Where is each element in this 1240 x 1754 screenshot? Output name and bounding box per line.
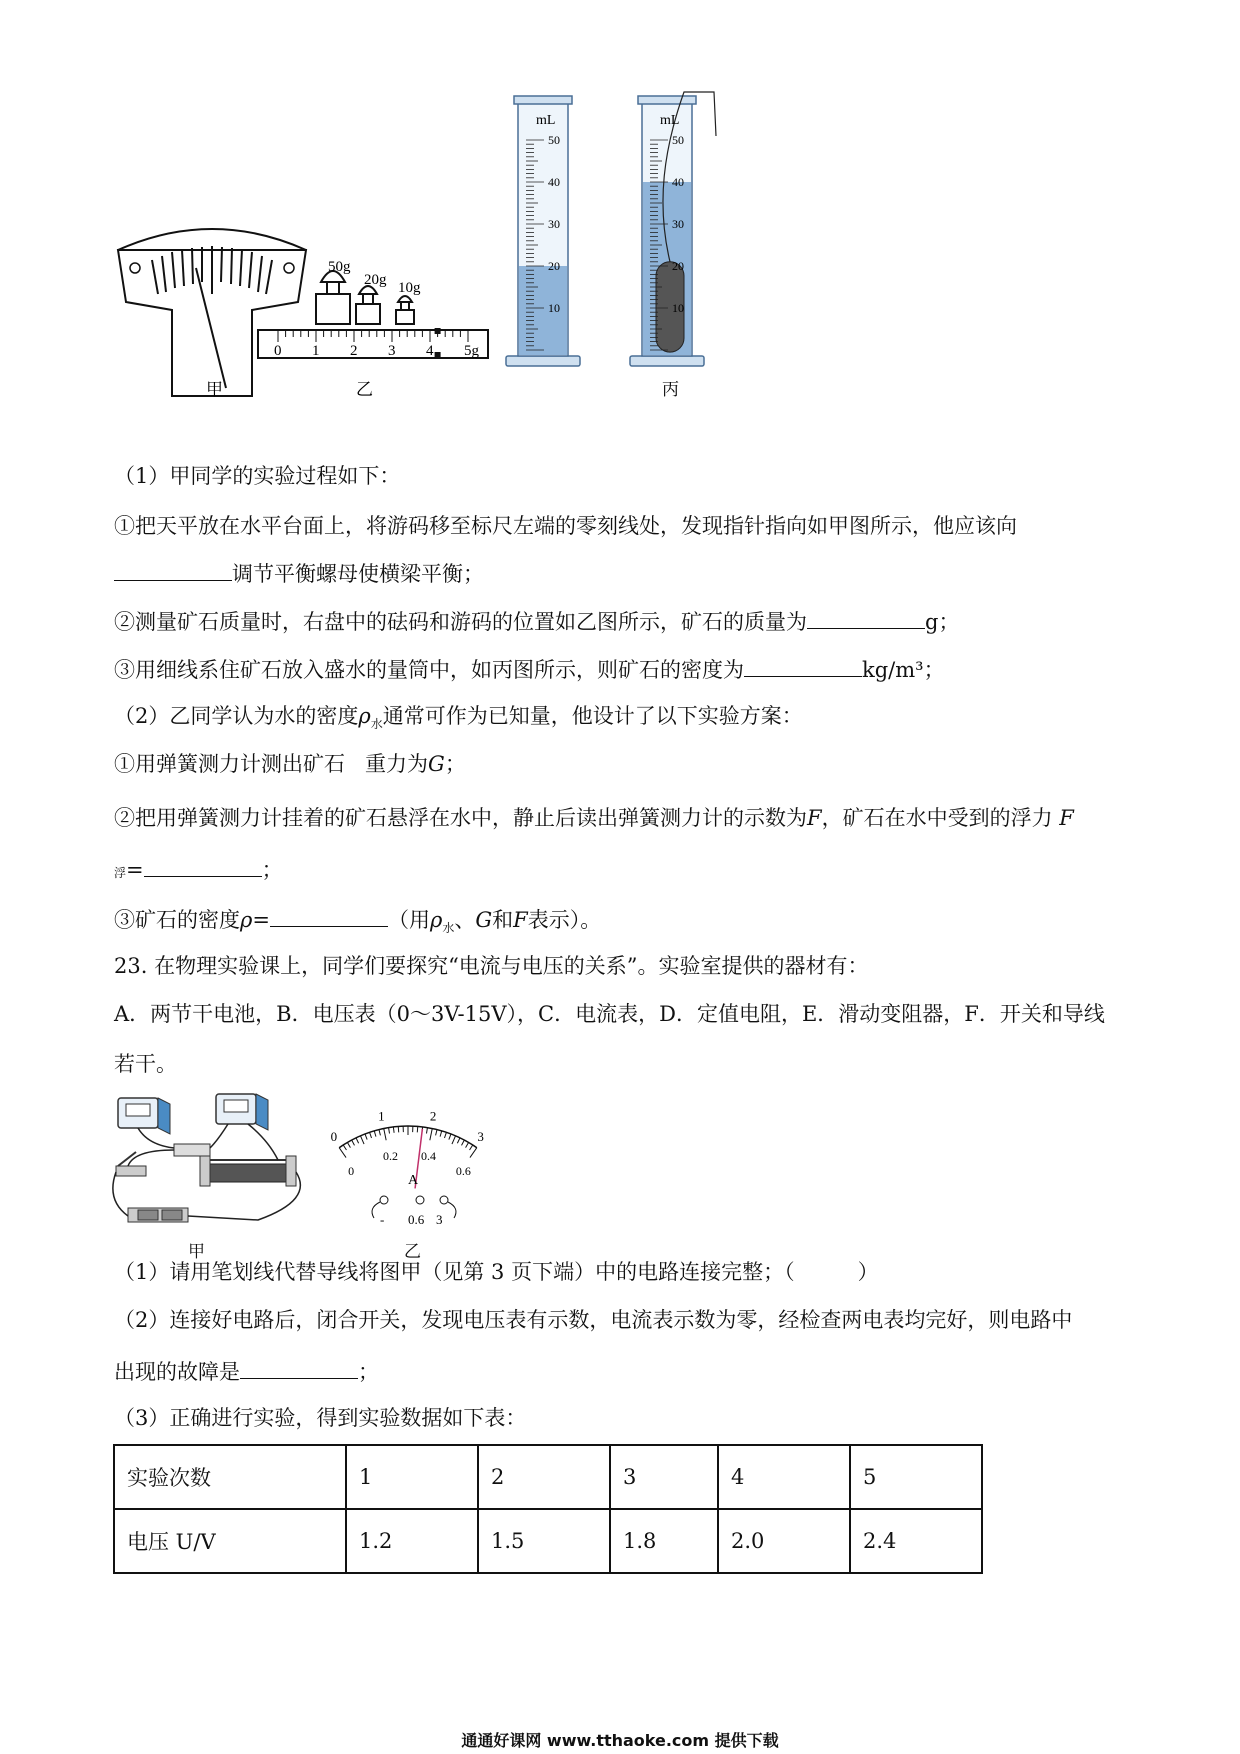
cylinder-after	[630, 92, 716, 366]
q23-q2b: 出现的故障是 ；	[114, 1356, 379, 1386]
weight-50g-label: 50g	[328, 259, 351, 275]
q22-p2-step2: ②把用弹簧测力计挂着的矿石悬浮在水中，静止后读出弹簧测力计的示数为F，矿石在水中受到的浮力 F	[114, 806, 1074, 830]
ammeter-bottom-label: 0.4	[421, 1148, 437, 1163]
ammeter-unit: A	[408, 1173, 419, 1188]
ammeter-bottom-label: 0.2	[382, 1148, 398, 1163]
footer-source: 通通好课网 www.tthaoke.com 提供下载	[461, 1731, 779, 1750]
rider-marker-top	[435, 328, 441, 334]
ammeter-tick	[440, 1131, 442, 1137]
cylinder-tick-label: 50	[672, 133, 684, 147]
circuit-caption-jia: 甲	[188, 1242, 205, 1262]
rider-scale-label: 3	[388, 343, 396, 359]
cylinder-unit-label: mL	[660, 113, 680, 128]
ammeter-tick	[370, 1132, 372, 1138]
cylinder-tick-label: 40	[548, 175, 560, 189]
ammeter-bottom-label: 0	[348, 1163, 355, 1178]
cylinder-tick-label: 10	[672, 301, 684, 315]
q22-step3: ③用细线系住矿石放入盛水的量筒中，如丙图所示，则矿石的密度为 kg/m³；	[114, 654, 945, 684]
rider-marker-bottom	[435, 352, 441, 358]
caption-yi: 乙	[356, 380, 373, 399]
balance-dial	[118, 229, 306, 396]
q22-p2-step3: ③矿石的密度ρ= （用$\rho_水$、G和F表示）。	[114, 904, 601, 942]
ammeter-tick	[339, 1148, 346, 1158]
answer-blank-buoyancy[interactable]	[144, 854, 262, 877]
ammeter-tick	[365, 1134, 367, 1140]
cylinder-tick-label: 50	[548, 133, 560, 147]
ammeter-tick	[466, 1142, 469, 1147]
rider-scale-label: 5g	[464, 343, 479, 359]
table-row-trial	[114, 1445, 982, 1509]
q22-step1b: 调节平衡螺母使横梁平衡；	[114, 558, 484, 588]
q22-p2-buoyancy: 浮= ；	[114, 854, 283, 887]
ammeter-top-label: 3	[477, 1129, 484, 1145]
table-cell: 2.0	[718, 1509, 850, 1573]
ammeter-tick	[347, 1142, 350, 1147]
ammeter-tick	[356, 1138, 359, 1143]
cylinder-tick-label: 20	[672, 259, 684, 273]
terminal-06: 0.6	[408, 1212, 425, 1227]
table-cell: 1.8	[610, 1509, 718, 1573]
ammeter-tick	[436, 1130, 437, 1136]
answer-blank-fault[interactable]	[240, 1356, 358, 1379]
ammeter-tick	[430, 1128, 432, 1140]
cylinder-tick-label: 20	[548, 259, 560, 273]
ammeter-tick	[389, 1128, 390, 1134]
table-cell: 电压 U/V	[114, 1509, 346, 1573]
terminal-3: 3	[436, 1212, 443, 1227]
ammeter-top-label: 1	[378, 1108, 385, 1124]
ammeter-tick	[470, 1145, 473, 1150]
weight-20g-label: 20g	[364, 272, 387, 288]
q23-materials-a: A．两节干电池，B．电压表（0～3V-15V），C．电流表，D．定值电阻，E．滑动变阻器，F．开关和导线	[114, 1002, 1105, 1026]
cylinder-tick-label: 30	[672, 217, 684, 231]
rider-scale-label: 0	[274, 343, 282, 359]
q22-p2-step1: ①用弹簧测力计测出矿石 重力为G；	[114, 752, 466, 776]
ammeter-tick	[457, 1138, 460, 1143]
ammeter-dial	[322, 1096, 502, 1236]
q22-part1-title: （1）甲同学的实验过程如下：	[114, 464, 401, 488]
ammeter-tick	[352, 1140, 355, 1145]
ammeter-tick	[452, 1136, 456, 1144]
cylinder-unit-label: mL	[536, 113, 556, 128]
q22-step1a: ①把天平放在水平台面上，将游码移至标尺左端的零刻线处，发现指针指向如甲图所示，他应该向	[114, 514, 1017, 538]
circuit-figure	[108, 1090, 318, 1240]
cylinder-before	[506, 96, 580, 366]
rider-scale-label: 1	[312, 343, 320, 359]
ammeter-bottom-label: 0.6	[455, 1163, 471, 1178]
table-row-voltage	[114, 1509, 982, 1573]
ammeter-top-label: 2	[429, 1108, 437, 1124]
table-cell: 5	[850, 1445, 982, 1509]
cylinder-tick-label: 40	[672, 175, 684, 189]
ammeter-tick	[393, 1127, 394, 1133]
table-cell: 1.5	[478, 1509, 610, 1573]
ammeter-tick	[360, 1136, 364, 1144]
answer-blank-mass[interactable]	[807, 606, 925, 629]
table-cell: 4	[718, 1445, 850, 1509]
rider-scale-label: 4	[426, 343, 434, 359]
ammeter-tick	[343, 1145, 346, 1150]
terminal-minus: -	[380, 1212, 385, 1227]
figure-balance-cylinders	[100, 88, 860, 418]
ammeter-tick	[374, 1131, 376, 1137]
ammeter-top-label: 0	[330, 1129, 338, 1145]
caption-bing: 丙	[662, 380, 679, 399]
ammeter-caption-yi: 乙	[404, 1242, 421, 1262]
table-cell: 2	[478, 1445, 610, 1509]
experiment-data-table	[113, 1444, 983, 1574]
q23-q1: （1）请用笔划线代替导线将图甲（见第 3 页下端）中的电路连接完整；（ ）	[114, 1260, 879, 1284]
ammeter-tick	[470, 1148, 477, 1158]
ammeter-tick	[462, 1140, 465, 1145]
table-cell: 1	[346, 1445, 478, 1509]
table-cell: 3	[610, 1445, 718, 1509]
rider-scale-label: 2	[350, 343, 358, 359]
q23-q3: （3）正确进行实验，得到实验数据如下表：	[114, 1406, 527, 1430]
cylinder-tick-label: 10	[548, 301, 560, 315]
table-cell: 1.2	[346, 1509, 478, 1573]
q23-materials-b: 若干。	[114, 1052, 177, 1076]
answer-blank-direction[interactable]	[114, 558, 232, 581]
caption-jia: 甲	[206, 380, 223, 399]
ammeter-tick	[444, 1132, 446, 1138]
answer-blank-rho-expression[interactable]	[270, 904, 388, 927]
q23-intro: 23. 在物理实验课上，同学们要探究“电流与电压的关系”。实验室提供的器材有：	[114, 954, 869, 978]
q22-step2: ②测量矿石质量时，右盘中的砝码和游码的位置如乙图所示，矿石的质量为 g；	[114, 606, 959, 636]
ammeter-tick	[379, 1130, 380, 1136]
q22-part2-title: （2）乙同学认为水的密度$\rho_水$通常可作为已知量，他设计了以下实验方案：	[114, 704, 803, 732]
table-cell: 实验次数	[114, 1445, 346, 1509]
table-cell: 2.4	[850, 1509, 982, 1573]
answer-blank-density[interactable]	[744, 654, 862, 677]
ammeter-tick	[426, 1128, 427, 1134]
ammeter-tick	[449, 1134, 451, 1140]
weight-10g-label: 10g	[398, 280, 421, 296]
q23-q2a: （2）连接好电路后，闭合开关，发现电压表有示数，电流表示数为零，经检查两电表均完好，则电路中	[114, 1308, 1073, 1332]
ammeter-tick	[384, 1128, 386, 1140]
cylinder-tick-label: 30	[548, 217, 560, 231]
